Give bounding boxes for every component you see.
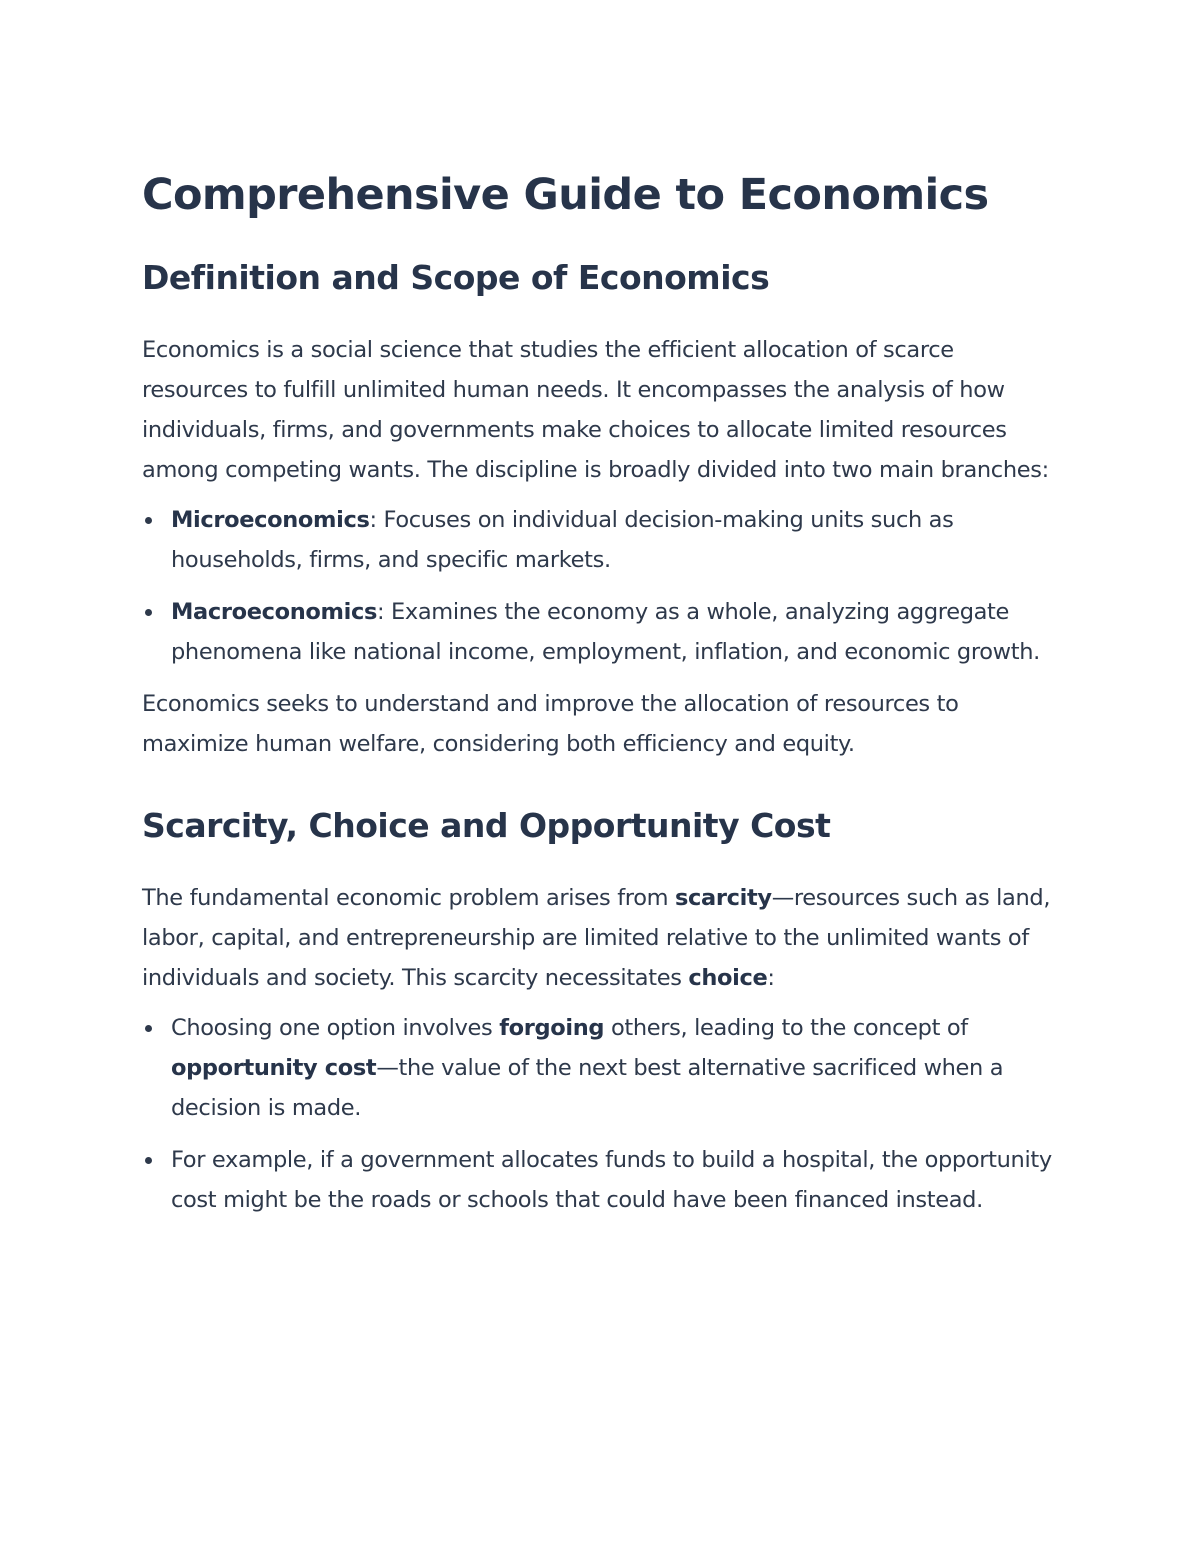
section-heading-scarcity: Scarcity, Choice and Opportunity Cost [142,806,831,845]
term-macroeconomics: Macroeconomics [171,599,377,625]
section-scarcity-intro [142,878,1062,998]
example-text: For example, if a government allocates funds to build a hospital, the opportunity cost might be the roads or schools that could have been financed instead. [171,1147,1052,1213]
section-definition-closing: Economics seeks to understand and improve the allocation of resources to maximize human welfare, considering both efficiency and equity. [142,691,959,757]
scarcity-intro-part2: —resources such as land, labor, capital, and entrepreneurship are limited relative to the unlimited wants of individuals and society. This scarcity necessitates [142,885,1051,991]
bullet-icon [145,1157,152,1164]
scarcity-intro-part1: The fundamental economic problem arises from [142,885,675,911]
bullet-icon [145,517,152,524]
document-title: Comprehensive Guide to Economics [142,170,989,220]
bullet-icon [145,609,152,616]
list-item-microeconomics [142,500,1062,580]
term-microeconomics: Microeconomics [171,507,370,533]
scarcity-intro-part3: : [767,965,775,991]
document-body [142,168,1062,1232]
list-item-macroeconomics [142,592,1062,672]
section-heading-definition: Definition and Scope of Economics [142,258,770,297]
definition-macroeconomics: : Examines the economy as a whole, analyzing aggregate phenomena like national income, employment, inflation, and economic growth. [171,599,1040,665]
list-item-forgoing [142,1008,1062,1128]
term-choice: choice [688,965,768,991]
forgoing-part1: Choosing one option involves [171,1015,500,1041]
forgoing-part2: others, leading to the concept of [604,1015,968,1041]
section-definition-intro: Economics is a social science that studies the efficient allocation of scarce resources to fulfill unlimited human needs. It encompasses the analysis of how individuals, firms, and governments make choices to allocate limited resources among competing wants. The discipline is broadly divided into two main branches: [142,337,1049,483]
list-item-example [142,1140,1062,1220]
branches-list [142,500,1062,672]
term-scarcity: scarcity [675,885,772,911]
opportunity-cost-list [142,1008,1062,1220]
definition-microeconomics: : Focuses on individual decision-making units such as households, firms, and specific markets. [171,507,954,573]
bullet-icon [145,1025,152,1032]
term-forgoing: forgoing [499,1015,605,1041]
forgoing-part3: —the value of the next best alternative sacrificed when a decision is made. [171,1055,1004,1121]
term-opportunity-cost: opportunity cost [171,1055,377,1081]
